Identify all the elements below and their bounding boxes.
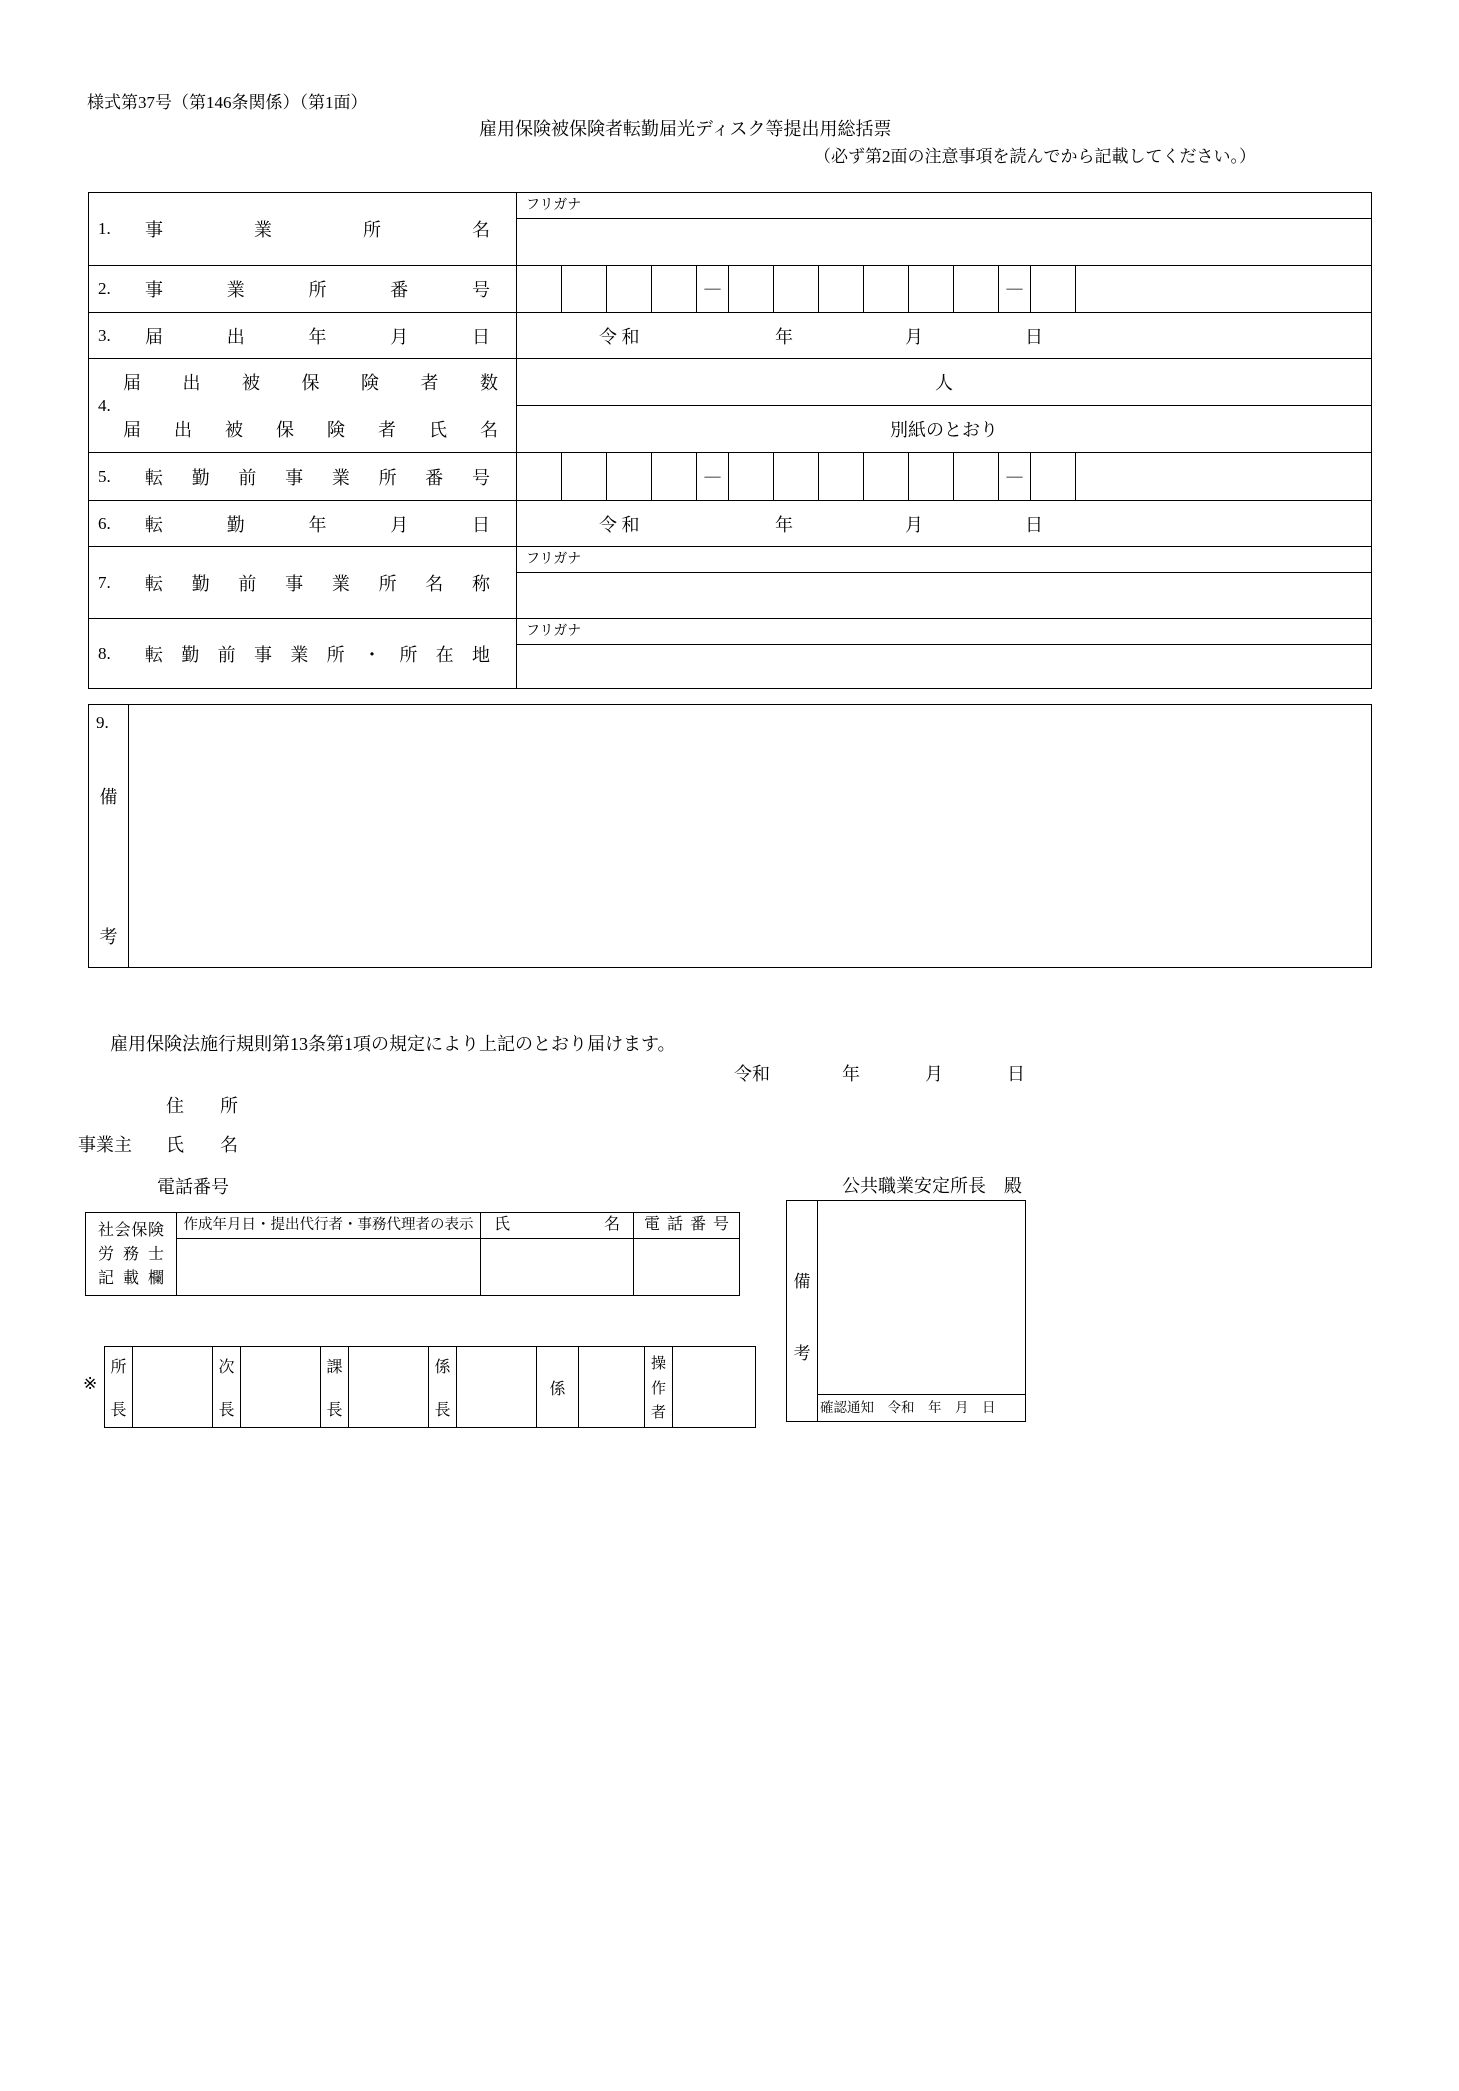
remarks-number: 9. [96, 713, 109, 732]
row4-number: 4. [98, 395, 111, 415]
labor-consultant-label-line3: 記載欄 [98, 1270, 164, 1287]
day-label: 日 [1025, 514, 1043, 535]
row1-furigana-label: フリガナ [517, 193, 1371, 219]
row1-number: 1. [98, 219, 111, 238]
form-title: 雇用保険被保険者転勤届光ディスク等提出用総括票 [479, 119, 892, 139]
row6-label: 転勤年月日 [145, 514, 490, 535]
approval-stamp-section-chief [349, 1347, 429, 1427]
row7-content-cell [517, 547, 1371, 618]
row7-furigana-label: フリガナ [517, 547, 1371, 573]
approval-stamp-staff [579, 1347, 645, 1427]
remarks-char-bi: 備 [99, 787, 118, 807]
digit-box [819, 453, 864, 500]
row4-labels [123, 359, 516, 452]
row2-number: 2. [98, 279, 111, 298]
digit-box [517, 453, 562, 500]
labor-consultant-body-row [177, 1239, 739, 1295]
label-char: 操 [650, 1356, 666, 1372]
office-remarks-char-kou: 考 [793, 1344, 811, 1363]
label-char: 次 [218, 1359, 235, 1376]
label-char: 長 [218, 1402, 235, 1419]
row7-label: 転勤前事業所名称 [145, 573, 490, 594]
row8-content-cell [517, 619, 1371, 688]
digit-box [562, 453, 607, 500]
approval-stamp-operator [673, 1347, 755, 1427]
row6-label-cell [89, 501, 517, 546]
row1-content-cell [517, 193, 1371, 265]
row6-number: 6. [98, 513, 111, 533]
office-remarks-box [786, 1200, 1026, 1422]
approval-label-operator [645, 1347, 673, 1427]
row-insured-persons [89, 359, 1371, 453]
approval-label-section-chief [321, 1347, 349, 1427]
label-char: 者 [650, 1405, 666, 1421]
labor-consultant-label-line2: 労務士 [98, 1246, 164, 1263]
insured-count-unit: 人 [517, 359, 1371, 406]
approval-stamp-subsection-chief [457, 1347, 537, 1427]
approval-label-director [105, 1347, 133, 1427]
row-previous-business-name [89, 547, 1371, 619]
year-label: 年 [775, 514, 793, 535]
labor-consultant-header-row [177, 1213, 739, 1239]
row-previous-business-number [89, 453, 1371, 501]
decl-month-label: 月 [925, 1064, 943, 1084]
era-label: 令 和 [599, 514, 640, 535]
name-field [481, 1239, 634, 1295]
approval-label-staff [537, 1347, 579, 1427]
label-char: 所 [110, 1359, 127, 1376]
digit-box [1031, 453, 1076, 500]
declaration-statement: 雇用保険法施行規則第13条第1項の規定により上記のとおり届けます。 [110, 1034, 676, 1054]
remarks-label-column [89, 705, 129, 967]
labor-consultant-label-cell [86, 1213, 177, 1295]
asterisk-mark: ※ [83, 1374, 98, 1393]
name-header: 氏名 [481, 1213, 634, 1238]
digit-box [729, 453, 774, 500]
row4-label-cell [89, 359, 517, 452]
digit-box [774, 453, 819, 500]
label-char: 長 [434, 1402, 451, 1419]
digit-box [652, 453, 697, 500]
business-number-boxes [517, 266, 1371, 312]
digit-box [607, 266, 652, 312]
row7-number: 7. [98, 572, 111, 592]
label-char: 係 [434, 1359, 451, 1376]
office-remarks-char-bi: 備 [793, 1272, 811, 1291]
label-char: 長 [110, 1402, 127, 1419]
row4-label-names: 届出被保険者氏名 [123, 419, 498, 440]
row-notification-date [89, 313, 1371, 359]
digit-box [774, 266, 819, 312]
approval-label-subsection-chief [429, 1347, 457, 1427]
transfer-date-cell [517, 501, 1371, 546]
row4-label-count: 届出被保険者数 [123, 373, 498, 394]
dash-cell: ― [999, 453, 1031, 500]
digit-box [1031, 266, 1076, 312]
decl-era-label: 令和 [734, 1064, 770, 1084]
owner-label: 事業主 [78, 1135, 132, 1155]
row8-label-cell [89, 619, 517, 688]
name-label: 氏 名 [166, 1135, 238, 1155]
labor-consultant-label-line1: 社会保険 [98, 1222, 164, 1239]
row1-label: 事業所名 [145, 220, 490, 240]
row3-label: 届出年月日 [145, 326, 490, 347]
approval-table [104, 1346, 756, 1428]
row1-label-cell [89, 193, 517, 265]
label-char: 課 [326, 1359, 343, 1376]
previous-business-number-boxes [517, 453, 1371, 500]
remarks-char-kou: 考 [99, 927, 118, 947]
label-char: 長 [326, 1402, 343, 1419]
row3-label-cell [89, 313, 517, 358]
office-chief-label: 公共職業安定所長 殿 [842, 1176, 1022, 1196]
address-label: 住 所 [166, 1096, 238, 1116]
digit-box [909, 266, 954, 312]
row2-label: 事業所番号 [145, 280, 490, 300]
creation-date-field [177, 1239, 481, 1295]
digit-box [864, 453, 909, 500]
digit-box [864, 266, 909, 312]
dash-cell: ― [697, 266, 729, 312]
decl-year-label: 年 [842, 1064, 860, 1084]
row-previous-business-address [89, 619, 1371, 688]
row2-label-cell [89, 266, 517, 312]
row-business-number [89, 266, 1371, 313]
digit-box [954, 266, 999, 312]
phone-header: 電話番号 [644, 1216, 729, 1233]
row-business-name [89, 193, 1371, 266]
dash-cell: ― [999, 266, 1031, 312]
label-char: 作 [650, 1380, 666, 1397]
month-label: 月 [905, 326, 923, 347]
approval-stamp-director [133, 1347, 213, 1427]
day-label: 日 [1025, 326, 1043, 347]
month-label: 月 [905, 514, 923, 535]
form-number: 様式第37号（第146条関係）（第1面） [87, 93, 368, 112]
main-table [88, 192, 1372, 689]
row3-number: 3. [98, 325, 111, 345]
notification-date-cell [517, 313, 1371, 358]
labor-consultant-columns [177, 1213, 739, 1295]
creation-date-header: 作成年月日・提出代行者・事務代理者の表示 [177, 1213, 481, 1238]
digit-box [729, 266, 774, 312]
row4-content-cell [517, 359, 1371, 452]
row8-number: 8. [98, 643, 111, 663]
labor-consultant-table [85, 1212, 740, 1296]
row5-label: 転勤前事業所番号 [145, 467, 490, 488]
dash-cell: ― [697, 453, 729, 500]
digit-box [607, 453, 652, 500]
row8-furigana-label: フリガナ [517, 619, 1371, 645]
confirmation-notice-label: 確認通知 令和 年 月 日 [818, 1394, 1025, 1421]
row5-number: 5. [98, 466, 111, 486]
row8-label: 転勤前事業所・所在地 [145, 644, 490, 665]
row7-label-cell [89, 547, 517, 618]
digit-box [909, 453, 954, 500]
digit-box [954, 453, 999, 500]
digit-box [562, 266, 607, 312]
decl-day-label: 日 [1007, 1064, 1025, 1084]
approval-stamp-deputy-director [241, 1347, 321, 1427]
remarks-box [88, 704, 1372, 968]
office-remarks-label-column [787, 1201, 818, 1421]
approval-label-deputy-director [213, 1347, 241, 1427]
year-label: 年 [775, 326, 793, 347]
insured-names-value: 別紙のとおり [890, 420, 998, 440]
phone-field [634, 1239, 739, 1295]
label-char: 係 [549, 1380, 566, 1398]
era-label: 令 和 [599, 326, 640, 347]
digit-box [517, 266, 562, 312]
digit-box [652, 266, 697, 312]
form-note: （必ず第2面の注意事項を読んでから記載してください。） [814, 147, 1256, 166]
row5-label-cell [89, 453, 517, 500]
row-transfer-date [89, 501, 1371, 547]
digit-box [819, 266, 864, 312]
phone-label: 電話番号 [157, 1177, 229, 1197]
